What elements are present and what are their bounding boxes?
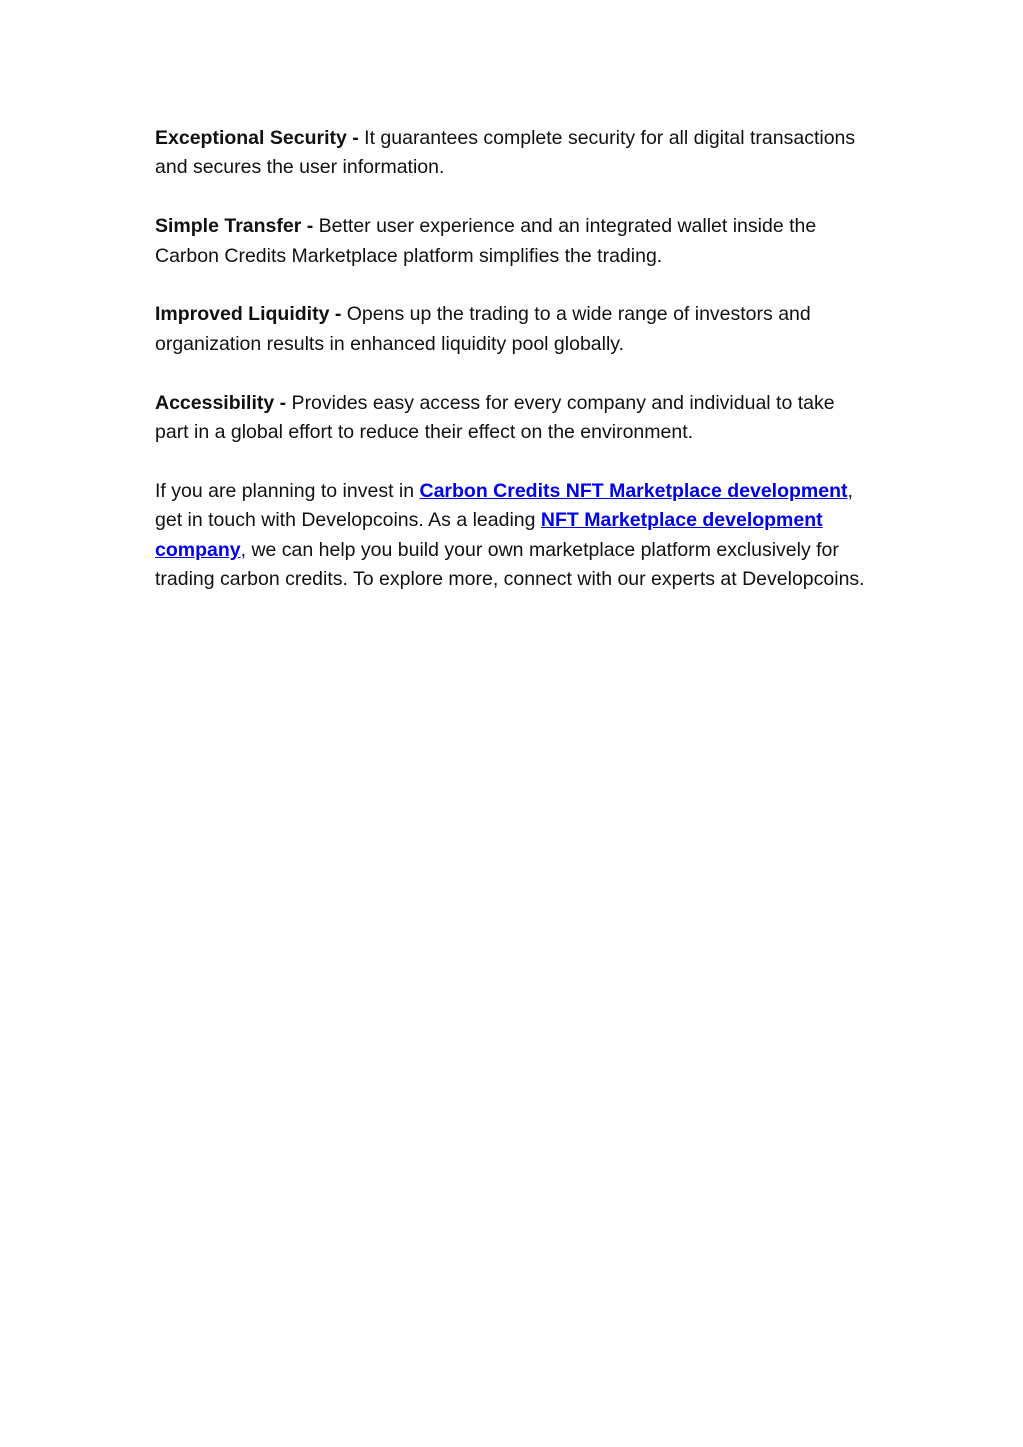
feature-term: Accessibility -: [155, 391, 287, 414]
carbon-credits-nft-marketplace-link[interactable]: Carbon Credits NFT Marketplace development: [419, 479, 848, 502]
closing-text: If you are planning to invest in: [155, 479, 420, 502]
closing-paragraph: [155, 477, 870, 595]
feature-description: Opens up the trading to a wide range of investors and organization results in enhanced liquidity pool globally.: [155, 303, 811, 355]
feature-term: Exceptional Security -: [155, 127, 359, 149]
feature-improved-liquidity: [155, 300, 870, 359]
feature-exceptional-security: [155, 124, 870, 183]
feature-description: It guarantees complete security for all digital transactions and secures the user information.: [155, 127, 856, 179]
closing-text: , we can help you build your own marketplace platform exclusively for trading carbon credits. To explore more, connect with our experts at Developcoins.: [155, 538, 865, 591]
feature-accessibility: [155, 389, 870, 448]
document-page: [155, 124, 870, 624]
feature-simple-transfer: [155, 212, 870, 271]
feature-description: Better user experience and an integrated wallet inside the Carbon Credits Marketplace platform simplifies the trading.: [155, 215, 817, 267]
closing-text: , get in touch with Developcoins. As a leading: [155, 479, 853, 532]
feature-term: Improved Liquidity -: [155, 303, 342, 326]
feature-term: Simple Transfer -: [155, 215, 314, 238]
nft-marketplace-company-link[interactable]: NFT Marketplace development company: [155, 509, 823, 561]
feature-description: Provides easy access for every company and individual to take part in a global effort to reduce their effect on the environment.: [155, 391, 835, 444]
